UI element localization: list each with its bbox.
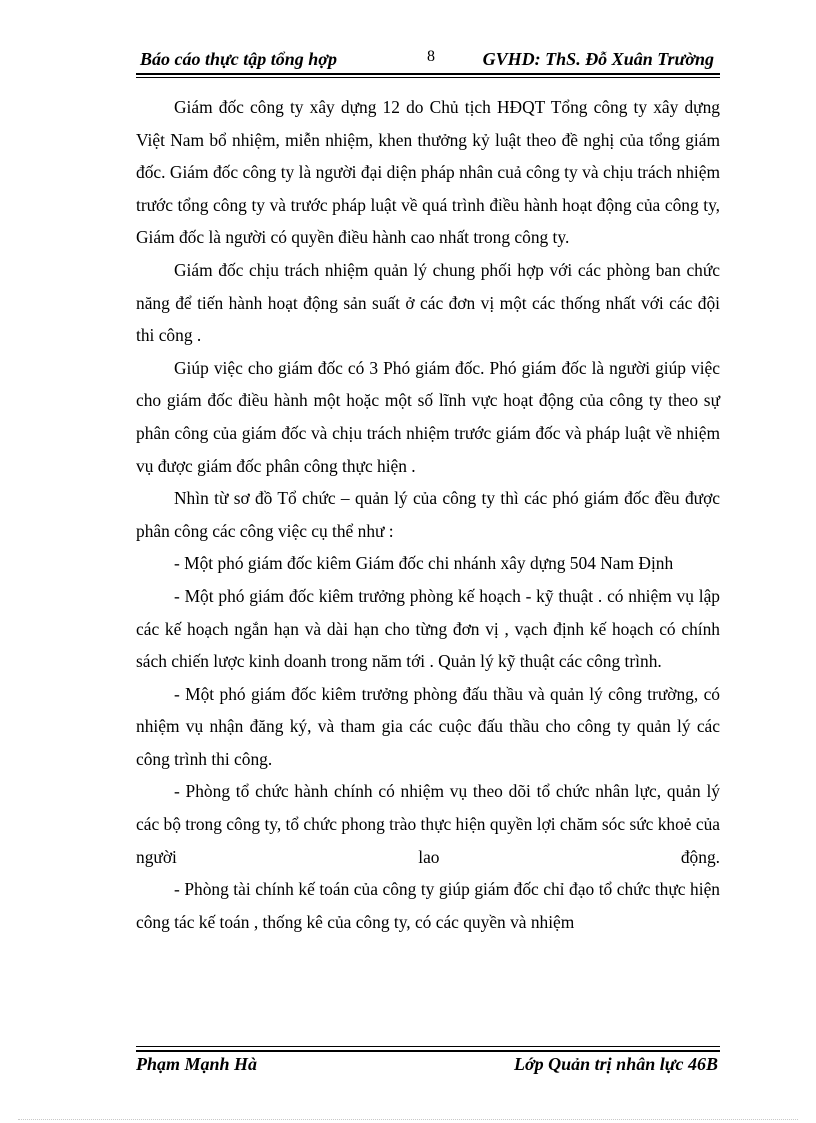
paragraph-deputy-directors: Giúp việc cho giám đốc có 3 Phó giám đốc. Phó giám đốc là người giúp việc cho giám đốc điều hành một hoặc một số lĩnh vực hoạt động của công ty theo sự phân công của giám đốc và chịu trách nhiệm trước giám đốc và pháp luật về nhiệm vụ được giám đốc phân công thực hiện . xyxy=(136,357,720,476)
page-bottom-edge xyxy=(18,1119,798,1120)
header-rule-thick xyxy=(136,73,720,75)
header-supervisor: GVHD: ThS. Đỗ Xuân Trường xyxy=(482,49,714,69)
paragraph-org-chart: Nhìn từ sơ đồ Tổ chức – quản lý của công ty thì các phó giám đốc đều được phân công các công việc cụ thể như : xyxy=(136,488,720,541)
list-item-deputy-branch: - Một phó giám đốc kiêm Giám đốc chi nhánh xây dựng 504 Nam Định xyxy=(174,553,674,574)
list-item-finance-department: - Phòng tài chính kế toán của công ty giúp giám đốc chỉ đạo tổ chức thực hiện công tác kế toán , thống kê của công ty, có các quyền và nhiệm xyxy=(136,879,720,932)
header-page-number: 8 xyxy=(427,48,435,65)
list-item-admin-department: - Phòng tổ chức hành chính có nhiệm vụ theo dõi tổ chức nhân lực, quản lý các bộ trong công ty, tổ chức phong trào thực hiện quyền lợi chăm sóc sức khoẻ của người lao động. xyxy=(136,781,720,867)
list-item-deputy-bidding: - Một phó giám đốc kiêm trưởng phòng đấu thầu và quản lý công trường, có nhiệm vụ nhận đăng ký, và tham gia các cuộc đấu thầu cho công ty quản lý các công trình thi công. xyxy=(136,683,720,769)
footer-author: Phạm Mạnh Hà xyxy=(136,1054,258,1074)
header-report-title: Báo cáo thực tập tổng hợp xyxy=(140,49,337,69)
body-text xyxy=(136,91,720,938)
page-header xyxy=(136,46,720,74)
paragraph-director-responsibility: Giám đốc chịu trách nhiệm quản lý chung phối hợp với các phòng ban chức năng để tiến hành hoạt động sản suất ở các đơn vị một các thống nhất với các đội thi công . xyxy=(136,259,720,346)
list-item-deputy-planning: - Một phó giám đốc kiêm trưởng phòng kế hoạch - kỹ thuật . có nhiệm vụ lập các kế hoạch ngắn hạn và dài hạn cho từng đơn vị , vạch định kế hoạch có chính sách chiến lược kinh doanh trong năm tới . Quản lý kỹ thuật các công trình. xyxy=(136,585,720,672)
page-footer xyxy=(136,1054,720,1080)
footer-rule-thin xyxy=(136,1046,720,1047)
footer-class: Lớp Quản trị nhân lực 46B xyxy=(514,1054,718,1074)
paragraph-director-appointment: Giám đốc công ty xây dựng 12 do Chủ tịch HĐQT Tổng công ty xây dựng Việt Nam bổ nhiệm, miễn nhiệm, khen thưởng kỷ luật theo đề nghị của tổng giám đốc. Giám đốc công ty là người đại diện pháp nhân cuả công ty và chịu trách nhiệm trước tổng công ty và trước pháp luật về quá trình điều hành hoạt động của công ty, Giám đốc là người có quyền điều hành cao nhất trong công ty. xyxy=(136,97,720,248)
footer-rule-thick xyxy=(136,1050,720,1052)
header-rule-thin xyxy=(136,77,720,78)
